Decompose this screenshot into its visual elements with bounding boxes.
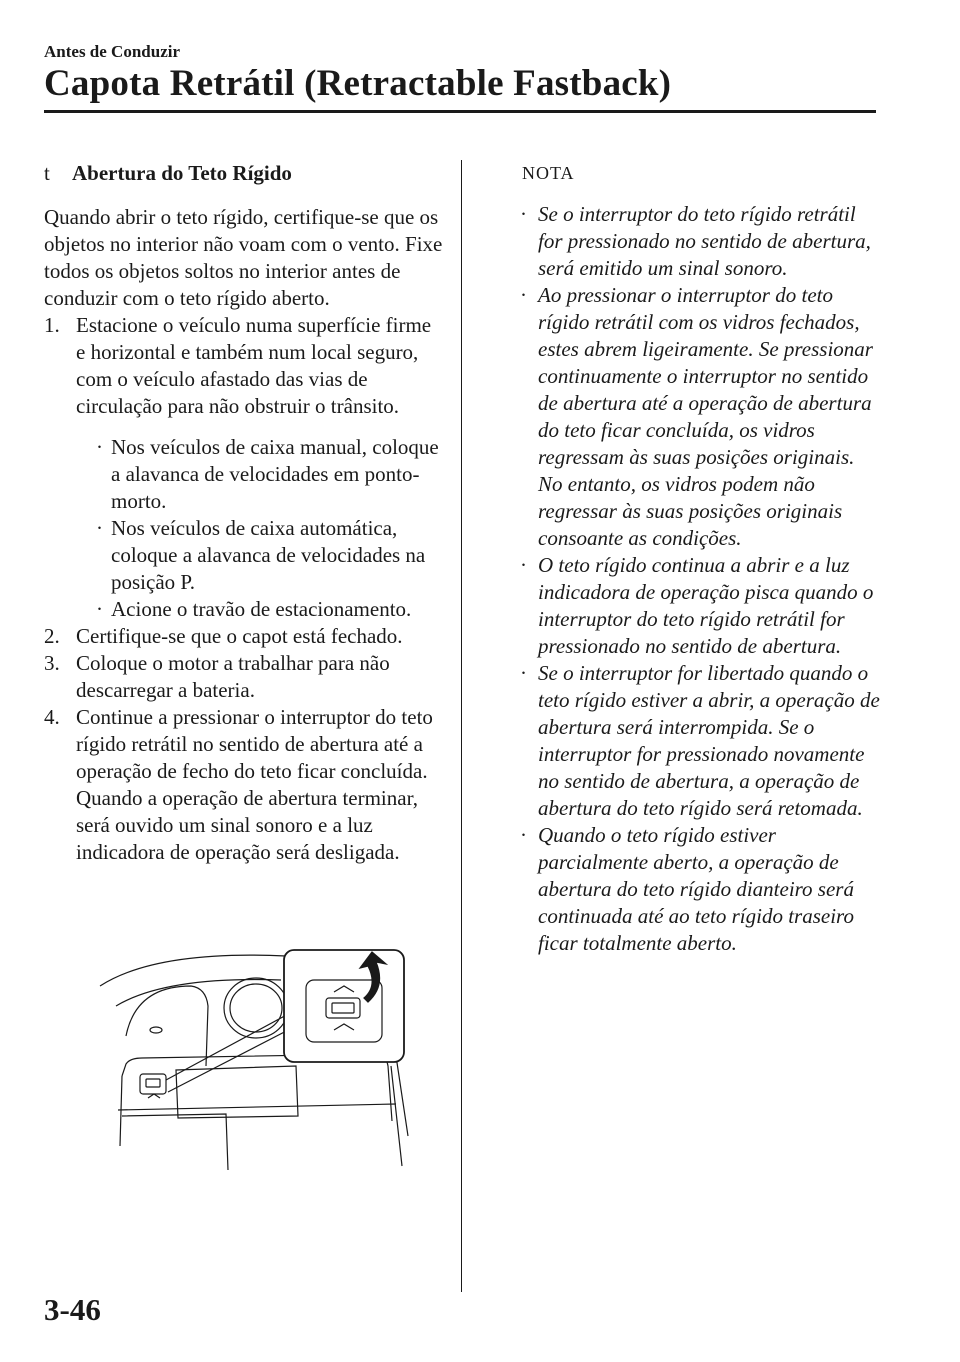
gauge-right-inner (230, 984, 282, 1032)
console-edge (120, 1076, 122, 1146)
nota-title: NOTA (522, 163, 575, 183)
note-text: Se o interruptor for libertado quando o teto rígido estiver a abrir, a operação de abertura será interrompida. Se o interruptor for pressionado novamente no sentido de abertura, a operação de abertura do teto rígido será retomada. (538, 661, 880, 820)
gauge-left (126, 986, 208, 1066)
note-text: Quando o teto rígido estiver parcialmente aberto, a operação de abertura do teto rígido dianteiro será continuada até ao teto rígido traseiro ficar totalmente aberto. (538, 823, 854, 955)
step-number: 3. (44, 651, 60, 675)
dot-icon: · (96, 435, 103, 459)
dot-icon: · (520, 202, 527, 226)
step-number: 4. (44, 705, 60, 729)
console-switch (140, 1074, 166, 1094)
page-title: Capota Retrátil (Retractable Fastback) (44, 63, 672, 104)
dashboard-switch-illustration (96, 946, 416, 1170)
console-side-lines (391, 1056, 408, 1166)
dashboard-outline (100, 955, 296, 986)
console-inner (176, 1066, 298, 1118)
section-heading (44, 160, 444, 187)
step-1-sublist (96, 434, 444, 623)
sub-item-text: Nos veículos de caixa manual, coloque a alavanca de velocidades em ponto-morto. (111, 435, 439, 513)
note-item (520, 282, 880, 552)
dot-icon: · (520, 283, 527, 307)
dot-icon: · (520, 661, 527, 685)
console-switch-inner (146, 1079, 160, 1087)
dot-icon: · (520, 553, 527, 577)
left-column (44, 160, 444, 866)
note-item (520, 552, 880, 660)
note-item (520, 660, 880, 822)
sub-item (96, 596, 444, 623)
sub-item-text: Acione o travão de estacionamento. (111, 597, 412, 621)
step-number: 1. (44, 313, 60, 337)
note-item (520, 201, 880, 282)
sub-item (96, 515, 444, 596)
sub-item-text: Nos veículos de caixa automática, coloque a alavanca de velocidades na posição P. (111, 516, 426, 594)
page-number: 3-46 (44, 1292, 101, 1327)
step-4 (44, 704, 444, 866)
sub-item (96, 434, 444, 515)
step-text: Coloque o motor a trabalhar para não descarregar a bateria. (76, 651, 390, 702)
title-rule (44, 110, 876, 113)
step-number: 2. (44, 624, 60, 648)
zoom-callout-box (284, 950, 404, 1062)
heading-text: Abertura do Teto Rígido (72, 161, 292, 185)
dot-icon: · (96, 597, 103, 621)
right-column (480, 160, 880, 957)
step-1 (44, 312, 444, 420)
step-3 (44, 650, 444, 704)
note-list (520, 201, 880, 957)
step-2 (44, 623, 444, 650)
console-lower-box (122, 1114, 228, 1170)
column-divider (461, 160, 462, 1292)
gauge-right (224, 978, 288, 1038)
note-item (520, 822, 880, 957)
note-text: O teto rígido continua a abrir e a luz indicadora de operação pisca quando o interruptor do teto rígido retrátil for pressionado no sentido de abertura. (538, 553, 874, 658)
step-text: Estacione o veículo numa superfície firme e horizontal e também num local seguro, com o veículo afastado das vias de circulação para não obstruir o trânsito. (76, 313, 432, 418)
section-label: Antes de Conduzir (44, 42, 181, 61)
intro-paragraph: Quando abrir o teto rígido, certifique-se que os objetos no interior não voam com o vento. Fixe todos os objetos soltos no interior antes de conduzir com o teto rígido aberto. (44, 205, 443, 310)
heading-bullet-icon: t (44, 161, 50, 185)
dot-icon: · (96, 516, 103, 540)
leader-line (166, 1012, 296, 1092)
gauge-left-knob (150, 1027, 162, 1033)
note-text: Ao pressionar o interruptor do teto rígido retrátil com os vidros fechados, estes abrem ligeiramente. Se pressionar continuamente o interruptor no sentido de abertura até a operação de abertura do teto ficar concluída, os vidros regressam às suas posições originais. No entanto, os vidros podem não regressar às suas posições originais consoante as condições. (538, 283, 873, 550)
dot-icon: · (520, 823, 527, 847)
note-text: Se o interruptor do teto rígido retrátil for pressionado no sentido de abertura, será emitido um sinal sonoro. (538, 202, 871, 280)
step-text: Certifique-se que o capot está fechado. (76, 624, 403, 648)
step-text: Continue a pressionar o interruptor do teto rígido retrátil no sentido de abertura até a operação de fecho do teto ficar concluída. Quando a operação de abertura terminar, será ouvido um sinal sonoro e a luz indicadora de operação será desligada. (76, 705, 433, 864)
console-bottom (118, 1104, 396, 1110)
console-panel (122, 1054, 392, 1121)
